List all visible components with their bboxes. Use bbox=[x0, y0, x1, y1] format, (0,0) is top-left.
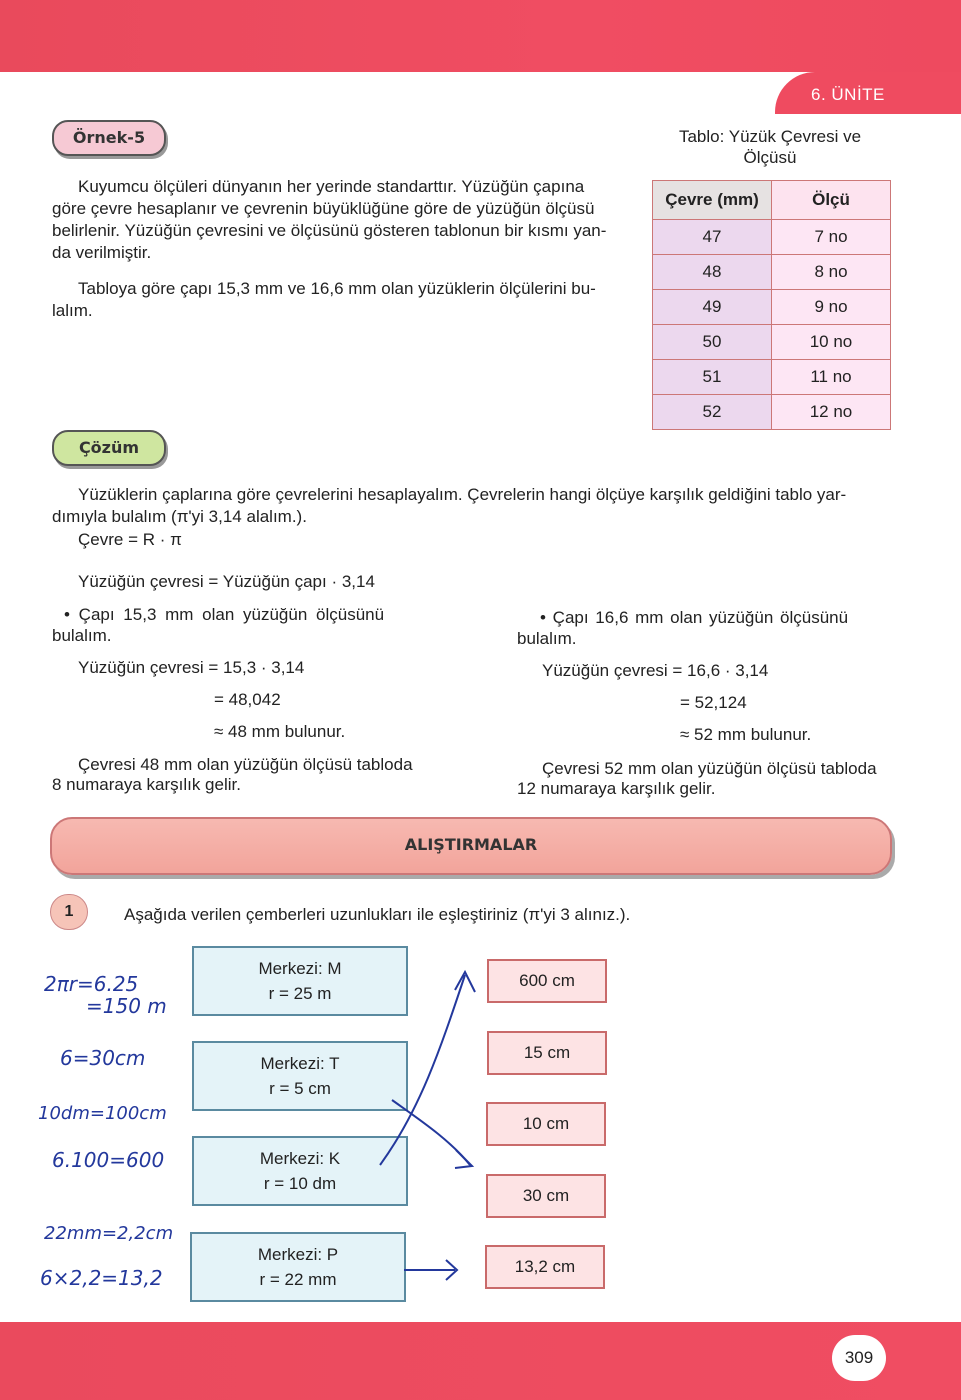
formula-cevre: Çevre = R · π bbox=[78, 530, 182, 549]
table-title-line2: Ölçüsü bbox=[743, 148, 797, 167]
table-cell: 51 bbox=[653, 360, 772, 395]
answer-box[interactable]: 15 cm bbox=[487, 1031, 607, 1075]
unit-tab-label: 6. ÜNİTE bbox=[811, 85, 885, 104]
right-conclusion-line1: Çevresi 52 mm olan yüzüğün ölçüsü tabloda bbox=[542, 759, 877, 778]
table-cell: 9 no bbox=[772, 290, 891, 325]
table-title-line1: Tablo: Yüzük Çevresi ve bbox=[678, 127, 862, 146]
left-bullet-line1: • Çapı 15,3 mm olan yüzüğün ölçüsünü bbox=[64, 605, 385, 624]
answer-box[interactable]: 13,2 cm bbox=[485, 1245, 605, 1289]
circle-radius: r = 5 cm bbox=[269, 1079, 331, 1098]
right-step1: Yüzüğün çevresi = 16,6 · 3,14 bbox=[542, 661, 769, 680]
table-cell: 49 bbox=[653, 290, 772, 325]
circle-radius: r = 10 dm bbox=[263, 1174, 337, 1193]
left-step2: = 48,042 bbox=[214, 690, 281, 709]
page-number: 309 bbox=[832, 1335, 886, 1381]
table-cell: 12 no bbox=[772, 395, 891, 430]
question-number: 1 bbox=[50, 894, 88, 930]
right-conclusion-line2: 12 numaraya karşılık gelir. bbox=[517, 779, 716, 798]
handwriting-line: 10dm=100cm bbox=[38, 1103, 167, 1124]
left-conclusion-line2: 8 numaraya karşılık gelir. bbox=[52, 775, 241, 794]
circle-center: Merkezi: K bbox=[259, 1149, 341, 1168]
table-cell: 52 bbox=[653, 395, 772, 430]
example-para1-line4: da verilmiştir. bbox=[52, 243, 152, 262]
bottom-band bbox=[0, 1322, 961, 1400]
solution-label: Çözüm bbox=[52, 430, 166, 466]
match-line-k-600 bbox=[380, 975, 465, 1165]
exercises-banner-label: ALIŞTIRMALAR bbox=[404, 835, 538, 854]
example-para2-line1: Tabloya göre çapı 15,3 mm ve 16,6 mm olan yüzüklerin ölçülerini bu- bbox=[78, 279, 596, 298]
table-cell: 8 no bbox=[772, 255, 891, 290]
right-bullet-line1: • Çapı 16,6 mm olan yüzüğün ölçüsünü bbox=[540, 608, 849, 627]
table-cell: 50 bbox=[653, 325, 772, 360]
table-cell: 47 bbox=[653, 220, 772, 255]
circle-center: Merkezi: T bbox=[260, 1054, 340, 1073]
right-bullet-line2: bulalım. bbox=[517, 629, 577, 648]
solution-intro-line2: dımıyla bulalım (π'yi 3,14 alalım.). bbox=[52, 507, 307, 526]
example-label: Örnek-5 bbox=[52, 120, 166, 156]
handwriting-line: 2πr=6.25 bbox=[44, 972, 139, 996]
table-cell: 11 no bbox=[772, 360, 891, 395]
circle-radius: r = 22 mm bbox=[259, 1270, 337, 1289]
example-para1-line1: Kuyumcu ölçüleri dünyanın her yerinde standarttır. Yüzüğün çapına bbox=[78, 177, 585, 196]
left-step1: Yüzüğün çevresi = 15,3 · 3,14 bbox=[78, 658, 305, 677]
circle-radius: r = 25 m bbox=[268, 984, 332, 1003]
answer-box[interactable]: 30 cm bbox=[486, 1174, 606, 1218]
left-step3: ≈ 48 mm bulunur. bbox=[214, 722, 346, 741]
answer-box[interactable]: 10 cm bbox=[486, 1102, 606, 1146]
left-bullet-line2: bulalım. bbox=[52, 626, 112, 645]
handwriting-line: 6.100=600 bbox=[52, 1148, 165, 1172]
table-header-cevre: Çevre (mm) bbox=[653, 181, 772, 220]
right-step2: = 52,124 bbox=[680, 693, 747, 712]
circle-center: Merkezi: M bbox=[258, 959, 342, 978]
answer-box[interactable]: 600 cm bbox=[487, 959, 607, 1003]
table-cell: 7 no bbox=[772, 220, 891, 255]
example-para1-line2: göre çevre hesaplanır ve çevrenin büyüklüğüne göre de yüzüğün ölçüsü bbox=[52, 199, 595, 218]
left-conclusion-line1: Çevresi 48 mm olan yüzüğün ölçüsü tabloda bbox=[78, 755, 413, 774]
handwriting-line: 6=30cm bbox=[60, 1046, 146, 1070]
example-para1-line3: belirlenir. Yüzüğün çevresini ve ölçüsünü gösteren tablonun bir kısmı yan- bbox=[52, 221, 607, 240]
handwriting-line: =150 m bbox=[86, 994, 167, 1018]
table-cell: 10 no bbox=[772, 325, 891, 360]
solution-intro-line1: Yüzüklerin çaplarına göre çevrelerini hesaplayalım. Çevrelerin hangi ölçüye karşılık geldiğini tablo yar- bbox=[78, 485, 847, 504]
right-step3: ≈ 52 mm bulunur. bbox=[680, 725, 812, 744]
table-cell: 48 bbox=[653, 255, 772, 290]
formula-yuzuk: Yüzüğün çevresi = Yüzüğün çapı · 3,14 bbox=[78, 572, 375, 591]
circle-center: Merkezi: P bbox=[257, 1245, 339, 1264]
handwriting-line: 6×2,2=13,2 bbox=[40, 1266, 163, 1290]
table-header-olcu: Ölçü bbox=[772, 181, 891, 220]
match-arrowhead-30 bbox=[455, 1150, 472, 1168]
question-prompt: Aşağıda verilen çemberleri uzunlukları ile eşleştiriniz (π'yi 3 alınız.). bbox=[124, 905, 631, 924]
match-line-t-30 bbox=[392, 1100, 470, 1165]
example-para2-line2: lalım. bbox=[52, 301, 93, 320]
handwriting-line: 22mm=2,2cm bbox=[44, 1223, 174, 1244]
